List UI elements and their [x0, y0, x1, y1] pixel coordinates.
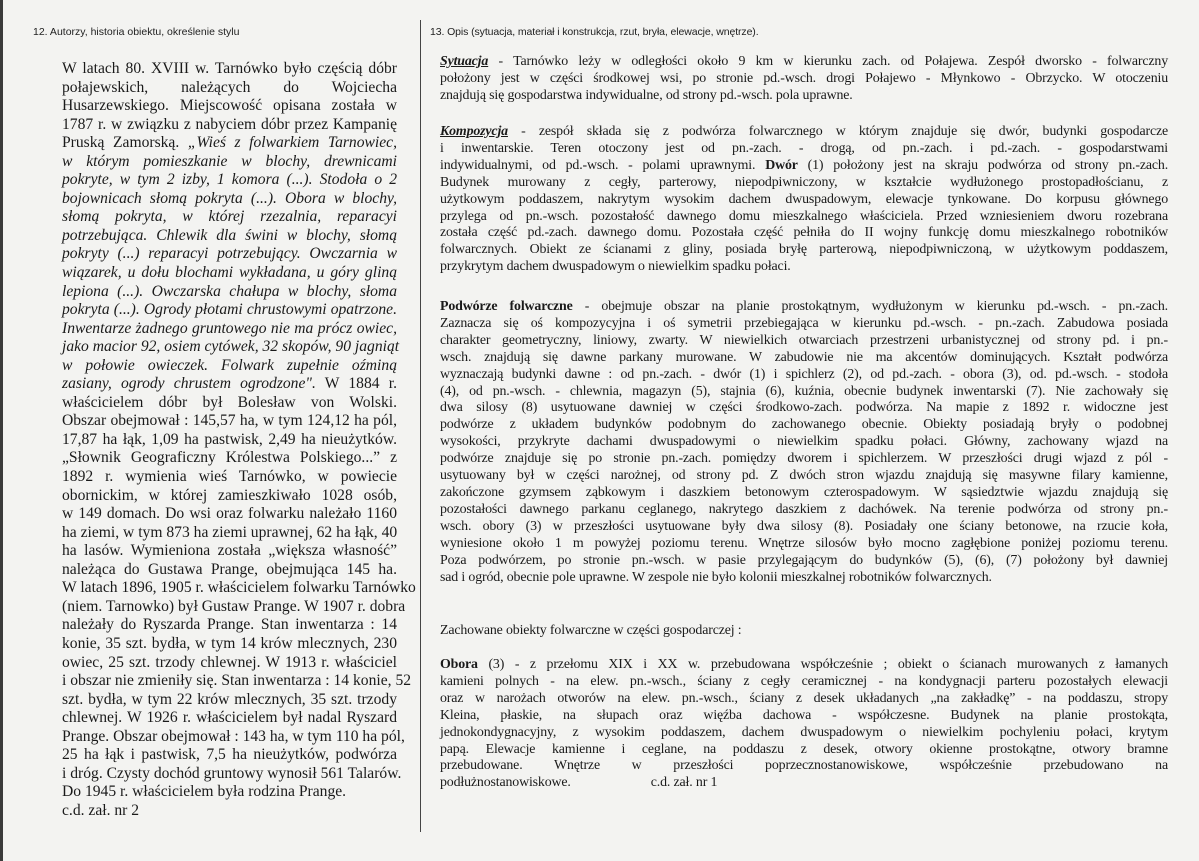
- text-segment: (3) - z przełomu XIX i XX w. przebudowana współcześnie ; obiekt o ścianach murowanych z łamanych: [477, 657, 1168, 672]
- text-segment: w którym pomieszkanie w blochy, drewnicami: [62, 152, 397, 170]
- text-segment: właścicielem dóbr był Bolesław von Wolski.: [62, 393, 397, 411]
- text-line: [62, 579, 416, 598]
- text-segment: szt. bydła, w tym 22 krów mlecznych, 35 szt. trzody: [62, 690, 397, 708]
- text-line: [62, 709, 397, 728]
- text-segment: i dróg. Czysty dochód gruntowy wynosił 561 Talarów.: [62, 764, 402, 782]
- paragraph-zachowane: [440, 623, 1168, 640]
- text-line: [440, 333, 1168, 350]
- text-segment: lepiona (...). Owczarska chałupa w blochy, słoma: [62, 282, 397, 300]
- text-line: [440, 242, 1168, 259]
- text-segment: W latach 80. XVIII w. Tarnówko było częścią dóbr: [62, 60, 397, 77]
- text-segment: Budynek murowany z cegły, parterowy, niepodpiwniczony, w kształcie wydłużonego prostopadłościanu, z: [440, 174, 1168, 190]
- text-line: [440, 758, 1168, 775]
- text-line: [62, 764, 402, 784]
- text-segment: pokryta (...). Ogrody płotami chrustowymi opatrzone.: [62, 301, 397, 319]
- text-segment: zasiany, ogrody chrustem ogrodzone".: [62, 375, 316, 393]
- text-line: [440, 536, 1168, 553]
- text-segment: wsch. znajdują się dawne parkany murowane. W zabudowie nie ma akcentów dominujących. Kształt podwórza: [440, 349, 1168, 365]
- text-line: [440, 775, 1168, 792]
- paragraph-kompozycja: [440, 124, 1168, 276]
- text-line: [440, 485, 1168, 502]
- text-segment: położony jest w części środkowej wsi, po stronie pd.-wsch. drogi Połajewo - Młynkowo - Obrzycko. W otoczeniu: [440, 70, 1168, 86]
- text-line: [62, 561, 397, 580]
- text-segment: znajdują się gospodarstwa indywidualne, od strony pd.-wsch. pola uprawne.: [440, 87, 853, 103]
- text-line: [62, 60, 397, 79]
- text-segment: przylega od pn.-wsch. pozostałość dawnego domu mieszkalnego właściciela. Przed wzniesieniem dworu rozebrana: [440, 208, 1168, 224]
- text-segment: pokryte, w tym 2 izby, 1 komora (...). Stodoła o 2: [62, 171, 397, 189]
- text-line: [440, 124, 1168, 141]
- text-segment: Kleina, płaskie, na słupach oraz więźba dachowa - współczesne. Budynek na planie prostokąta,: [440, 707, 1168, 723]
- text-line: [440, 350, 1168, 367]
- text-segment: obornickim, w której zamieszkiwało 1028 osób,: [62, 486, 397, 504]
- text-line: [440, 417, 1168, 434]
- text-segment: - Tarnówko leży w odległości około 9 km w kierunku zach. od Połajewa. Zespół dworsko - folwarczny: [488, 54, 1168, 69]
- text-segment: należały do Ryszarda Prange. Stan inwentarza : 14: [62, 616, 397, 634]
- text-segment: 1787 r. w związku z nabyciem dóbr przez Kampanię: [62, 115, 397, 133]
- text-line: [440, 400, 1168, 417]
- text-line: [62, 431, 397, 450]
- text-line: [440, 141, 1168, 158]
- text-segment: została część pd.-zach. dawnego domu. Pozostała część pełniła do II wojny funkcję domu mieszkalnego robotników: [440, 225, 1168, 241]
- text-line: [440, 502, 1168, 519]
- text-segment: wsch. obory (3) w przeszłości usytuowane były dwa silosy (8). Posiadały one ściany betonowe, na rzucie koła,: [440, 518, 1168, 534]
- text-segment: c.d. zał. nr 1: [650, 775, 718, 791]
- text-line: [440, 259, 1168, 276]
- text-line: [440, 225, 1168, 242]
- text-segment: i obszar nie zmieniły się. Stan inwentarza : 14 konie, 52: [62, 672, 412, 690]
- text-segment: słomą pokryta, w której rzezalnia, reparacyi: [62, 208, 397, 226]
- text-line: [62, 171, 397, 190]
- text-line: [62, 412, 397, 431]
- text-line: [62, 468, 397, 487]
- section-heading: Kompozycja: [440, 124, 508, 139]
- text-line: [62, 97, 397, 116]
- text-line: [440, 384, 1168, 401]
- text-segment: W 1884 r.: [315, 375, 397, 393]
- text-segment: podwórze z układem budynków podobnym do zachowanego obecnie. Obiekty posiadają bryły o podobnej: [440, 417, 1168, 433]
- text-segment: charakter geometryczny, liniowy, zwarty. W niewielkich otwarciach przestrzeni urbanistycznej od strony pd. i pn.-: [440, 332, 1168, 348]
- text-line: [62, 208, 397, 227]
- text-line: [62, 264, 397, 283]
- text-line: [440, 570, 1168, 587]
- text-segment: ha lasów. Wymieniona została „większa własność”: [62, 542, 397, 560]
- text-line: [62, 79, 397, 98]
- text-line: [62, 375, 397, 394]
- text-segment: oraz w narożach otworów na elew. pn.-wsch., ściany z desek układanych „na zakładkę” - na poddaszu, stropy: [440, 690, 1168, 706]
- text-line: [62, 505, 397, 524]
- text-segment: wysokości, przykryte dachami dwuspadowymi o niewielkim spadku połaci. Główny, zachowany wjazd na: [440, 434, 1168, 450]
- text-segment: papą. Elewacje kamienne i ceglane, na poddaszu z desek, otwory okienne prostokątne, otwory bramne: [440, 741, 1168, 757]
- text-segment: owiec, 25 szt. trzody chlewnej. W 1913 r. właściciel: [62, 653, 397, 671]
- text-line: [62, 227, 397, 246]
- text-segment: przykrytym dachem dwuspadowym o niewielkim spadku połaci.: [440, 259, 791, 275]
- text-segment: połajewskich, należących do Wojciecha: [62, 78, 397, 96]
- text-line: [62, 783, 397, 802]
- text-line: [440, 708, 1168, 725]
- text-segment: kamieni polnych - na elew. pn.-wsch., ściany z cegły ceramicznej - na kondygnacji parteru pozostałych elewacji: [440, 673, 1168, 689]
- text-segment: Inwentarze żadnego gruntowego nie ma prócz owiec,: [62, 319, 397, 337]
- text-segment: (1) położony jest na skraju podwórza od strony pn.-zach.: [797, 157, 1169, 173]
- text-segment: w połowie owieczek. Folwark zupełnie oźminą: [62, 356, 397, 374]
- text-line: [440, 299, 1168, 316]
- text-line: [62, 245, 397, 264]
- text-line: [62, 153, 397, 172]
- text-segment: Poza podwórzem, po stronie pn.-wsch. w pasie przylegającym do budynków (5), (6), (7) położony był dawniej: [440, 552, 1168, 568]
- text-line: [440, 367, 1168, 384]
- text-line: [440, 519, 1168, 536]
- text-line: [62, 190, 397, 209]
- text-segment: - obejmuje obszar na planie prostokątnym, wydłużonym w kierunku pd.-wsch. - pn.-zach.: [572, 299, 1169, 314]
- text-segment: wyznaczają budynki dawne : od pn.-zach. - dwór (1) i spichlerz (2), od pd.-zach. - obora (3), od. pd.-wsch. - stodoła: [440, 366, 1168, 382]
- text-segment: jednokondygnacyjny, z wysokim poddaszem, dachem dwuspadowym o niewielkim pochyleniu połaci, krytym: [440, 724, 1168, 740]
- text-segment: 25 ha łąk i pastwisk, 7,5 ha nieużytków, podwórza: [62, 746, 397, 764]
- text-line: [440, 316, 1168, 333]
- text-segment: zakończone gzymsem ząbkowym i daszkiem betonowym czterospadowym. W sąsiedztwie wjazdu znajdują się: [440, 484, 1168, 500]
- text-line: [62, 616, 397, 635]
- text-segment: Prange. Obszar obejmował : 143 ha, w tym 110 ha pól,: [62, 727, 405, 745]
- text-line: [62, 357, 397, 376]
- text-segment: 1892 r. wymienia wieś Tarnówko, w powiecie: [62, 468, 397, 486]
- text-line: [440, 742, 1168, 759]
- text-line: [440, 88, 1168, 105]
- text-segment: c.d. zał. nr 2: [62, 801, 140, 819]
- text-segment: wiązarek, u dołu blochami wykładana, u góry gliną: [62, 264, 397, 282]
- text-line: [440, 553, 1168, 570]
- text-segment: konie, 35 szt. bydła, w tym 14 krów mlecznych, 230: [62, 634, 397, 652]
- text-segment: indywidualnymi, od pd.-wsch. - polami uprawnymi.: [440, 157, 766, 173]
- text-line: [440, 434, 1168, 451]
- text-segment: Obszar obejmował : 145,57 ha, w tym 124,12 ha pól,: [62, 412, 397, 430]
- text-line: [62, 672, 412, 691]
- text-line: [62, 338, 400, 357]
- section-heading: Dwór: [765, 157, 798, 173]
- text-segment: 17,87 ha łąk, 1,09 ha pastwisk, 2,49 ha nieużytków.: [62, 430, 397, 448]
- text-segment: W latach 1896, 1905 r. właścicielem folwarku Tarnówko: [62, 579, 416, 597]
- text-segment: przebudowane. Wnętrze w przeszłości poprzecznostanowiskowe, współcześnie przebudowano na: [440, 758, 1168, 774]
- text-line: [62, 394, 397, 413]
- text-line: [62, 301, 397, 320]
- text-line: [62, 542, 397, 561]
- text-segment: dwa silosy (8) usytuowane dawniej w części środkowo-zach. podwórza. Na mapie z 1892 r. widoczne jest: [440, 400, 1168, 416]
- text-segment: folwarcznych. Obiekt ze ścianami z gliny, posiada bryłę parterową, niepodpiwniczoną, w użytkowym poddaszem,: [440, 242, 1168, 258]
- text-segment: Husarzewskiego. Miejscowość opisana została w: [62, 97, 397, 115]
- text-segment: usytuowany był w części narożnej, od strony pd. Z dwóch stron wjazdu znajdują się masywne filary kamienne,: [440, 468, 1168, 484]
- text-segment: Do 1945 r. właścicielem była rodzina Prange.: [62, 783, 347, 801]
- text-segment: i inwentarskie. Teren otoczony jest od pn.-zach. - drogą, od pn.-zach. i pd.-zach. - gospodarstwami: [440, 140, 1168, 156]
- text-segment: „Słownik Geograficzny Królestwa Polskiego...” z: [62, 449, 397, 467]
- section-heading: Sytuacja: [440, 54, 489, 69]
- text-line: [62, 449, 397, 468]
- text-segment: należąca do Gustawa Prange, obejmująca 145 ha.: [62, 560, 397, 578]
- text-line: [440, 158, 1168, 175]
- section-13-header: 13. Opis (sytuacja, materiał i konstrukcja, rzut, bryła, elewacje, wnętrze).: [430, 26, 759, 38]
- text-line: [440, 623, 1168, 640]
- text-line: [62, 597, 406, 617]
- paragraph-sytuacja: [440, 54, 1168, 105]
- paragraph-obora: [440, 657, 1168, 792]
- text-segment: pozostałości dawnego parkanu ceglanego, nakrytego daszkiem z dachówek. Na terenie podwórza od strony pn.-: [440, 501, 1168, 517]
- text-line: [440, 468, 1168, 485]
- text-segment: - zespół składa się z podwórza folwarcznego w którym znajduje się dwór, budynki gospodarcze: [507, 124, 1168, 139]
- history-text-column: [62, 60, 416, 820]
- section-heading: Podwórze folwarczne: [440, 299, 573, 314]
- scan-edge: [0, 0, 3, 861]
- text-line: [62, 487, 397, 506]
- text-line: [440, 175, 1168, 192]
- text-segment: Pruską Zamorską.: [62, 134, 188, 152]
- text-segment: (niem. Tarnowko) był Gustaw Prange. W 1907 r. dobra: [62, 597, 406, 615]
- paragraph-podworze: [440, 299, 1168, 586]
- text-line: [440, 71, 1168, 88]
- text-line: [440, 725, 1168, 742]
- text-line: [62, 802, 397, 821]
- text-segment: w 149 domach. Do wsi oraz folwarku należało 1160: [62, 505, 397, 523]
- text-line: [62, 320, 397, 339]
- text-line: [440, 54, 1168, 71]
- text-line: [440, 451, 1168, 468]
- text-segment: podłużnostanowiskowe.: [440, 775, 571, 791]
- text-line: [62, 654, 397, 673]
- text-segment: „Wieś z folwarkiem Tarnowiec,: [187, 134, 397, 152]
- text-segment: (4), od pn.-wsch. - chlewnia, magazyn (5), stajnia (6), kuźnia, obecnie budynek inwentarski (7). Nie zachowały się: [440, 383, 1168, 399]
- text-line: [62, 524, 397, 543]
- text-segment: potrzebująca. Chlewik dla świni w blochy, słomą: [62, 226, 397, 244]
- text-line: [62, 283, 397, 302]
- text-segment: sad i ogród, obecnie pole uprawne. W zespole nie było kolonii mieszkalnej robotników folwarcznych.: [440, 569, 992, 585]
- text-line: [440, 209, 1168, 226]
- text-line: [440, 192, 1168, 209]
- text-line: [62, 746, 397, 765]
- text-line: [62, 727, 405, 747]
- text-segment: Zaznacza się oś kompozycyjna i oś symetrii przebiegająca w kierunku pd.-wsch. - pn.-zach. Zabudowa posiada: [440, 315, 1168, 331]
- text-segment: Zachowane obiekty folwarczne w części gospodarczej :: [440, 623, 742, 638]
- text-line: [62, 635, 397, 654]
- text-segment: bojownicach słomą pokryta (...). Obora w blochy,: [62, 189, 397, 207]
- text-segment: jako macior 92, osiem cytówek, 32 skopów, 90 jagniąt: [62, 338, 400, 356]
- text-line: [440, 691, 1168, 708]
- text-line: [62, 134, 397, 153]
- text-segment: podwórze znajduje się po stronie pn.-zach. pomiędzy dworem i spichlerzem. W przeszłości drugi wjazd z pól -: [440, 451, 1168, 467]
- text-segment: chlewnej. W 1926 r. właścicielem był nadal Ryszard: [62, 709, 397, 727]
- text-segment: ha ziemi, w tym 873 ha ziemi uprawnej, 62 ha łąk, 40: [62, 523, 398, 541]
- section-heading: Obora: [440, 657, 478, 672]
- section-12-header: 12. Autorzy, historia obiektu, określenie stylu: [33, 26, 240, 38]
- column-divider: [420, 20, 421, 832]
- text-line: [440, 657, 1168, 674]
- text-segment: wyniesione około 1 m powyżej poziomu terenu. Wnętrze silosów było mocno zagłębione poniżej poziomu terenu.: [440, 535, 1168, 551]
- text-segment: użytkowym poddaszem, nakrytym wysokim dachem dwuspadowym, elewacje tynkowane. Do korpusu głównego: [440, 191, 1168, 207]
- text-segment: pokryty (...) reparacyi potrzebujący. Owczarnia w: [62, 245, 397, 263]
- text-line: [62, 691, 397, 710]
- text-line: [62, 116, 397, 135]
- text-line: [440, 674, 1168, 691]
